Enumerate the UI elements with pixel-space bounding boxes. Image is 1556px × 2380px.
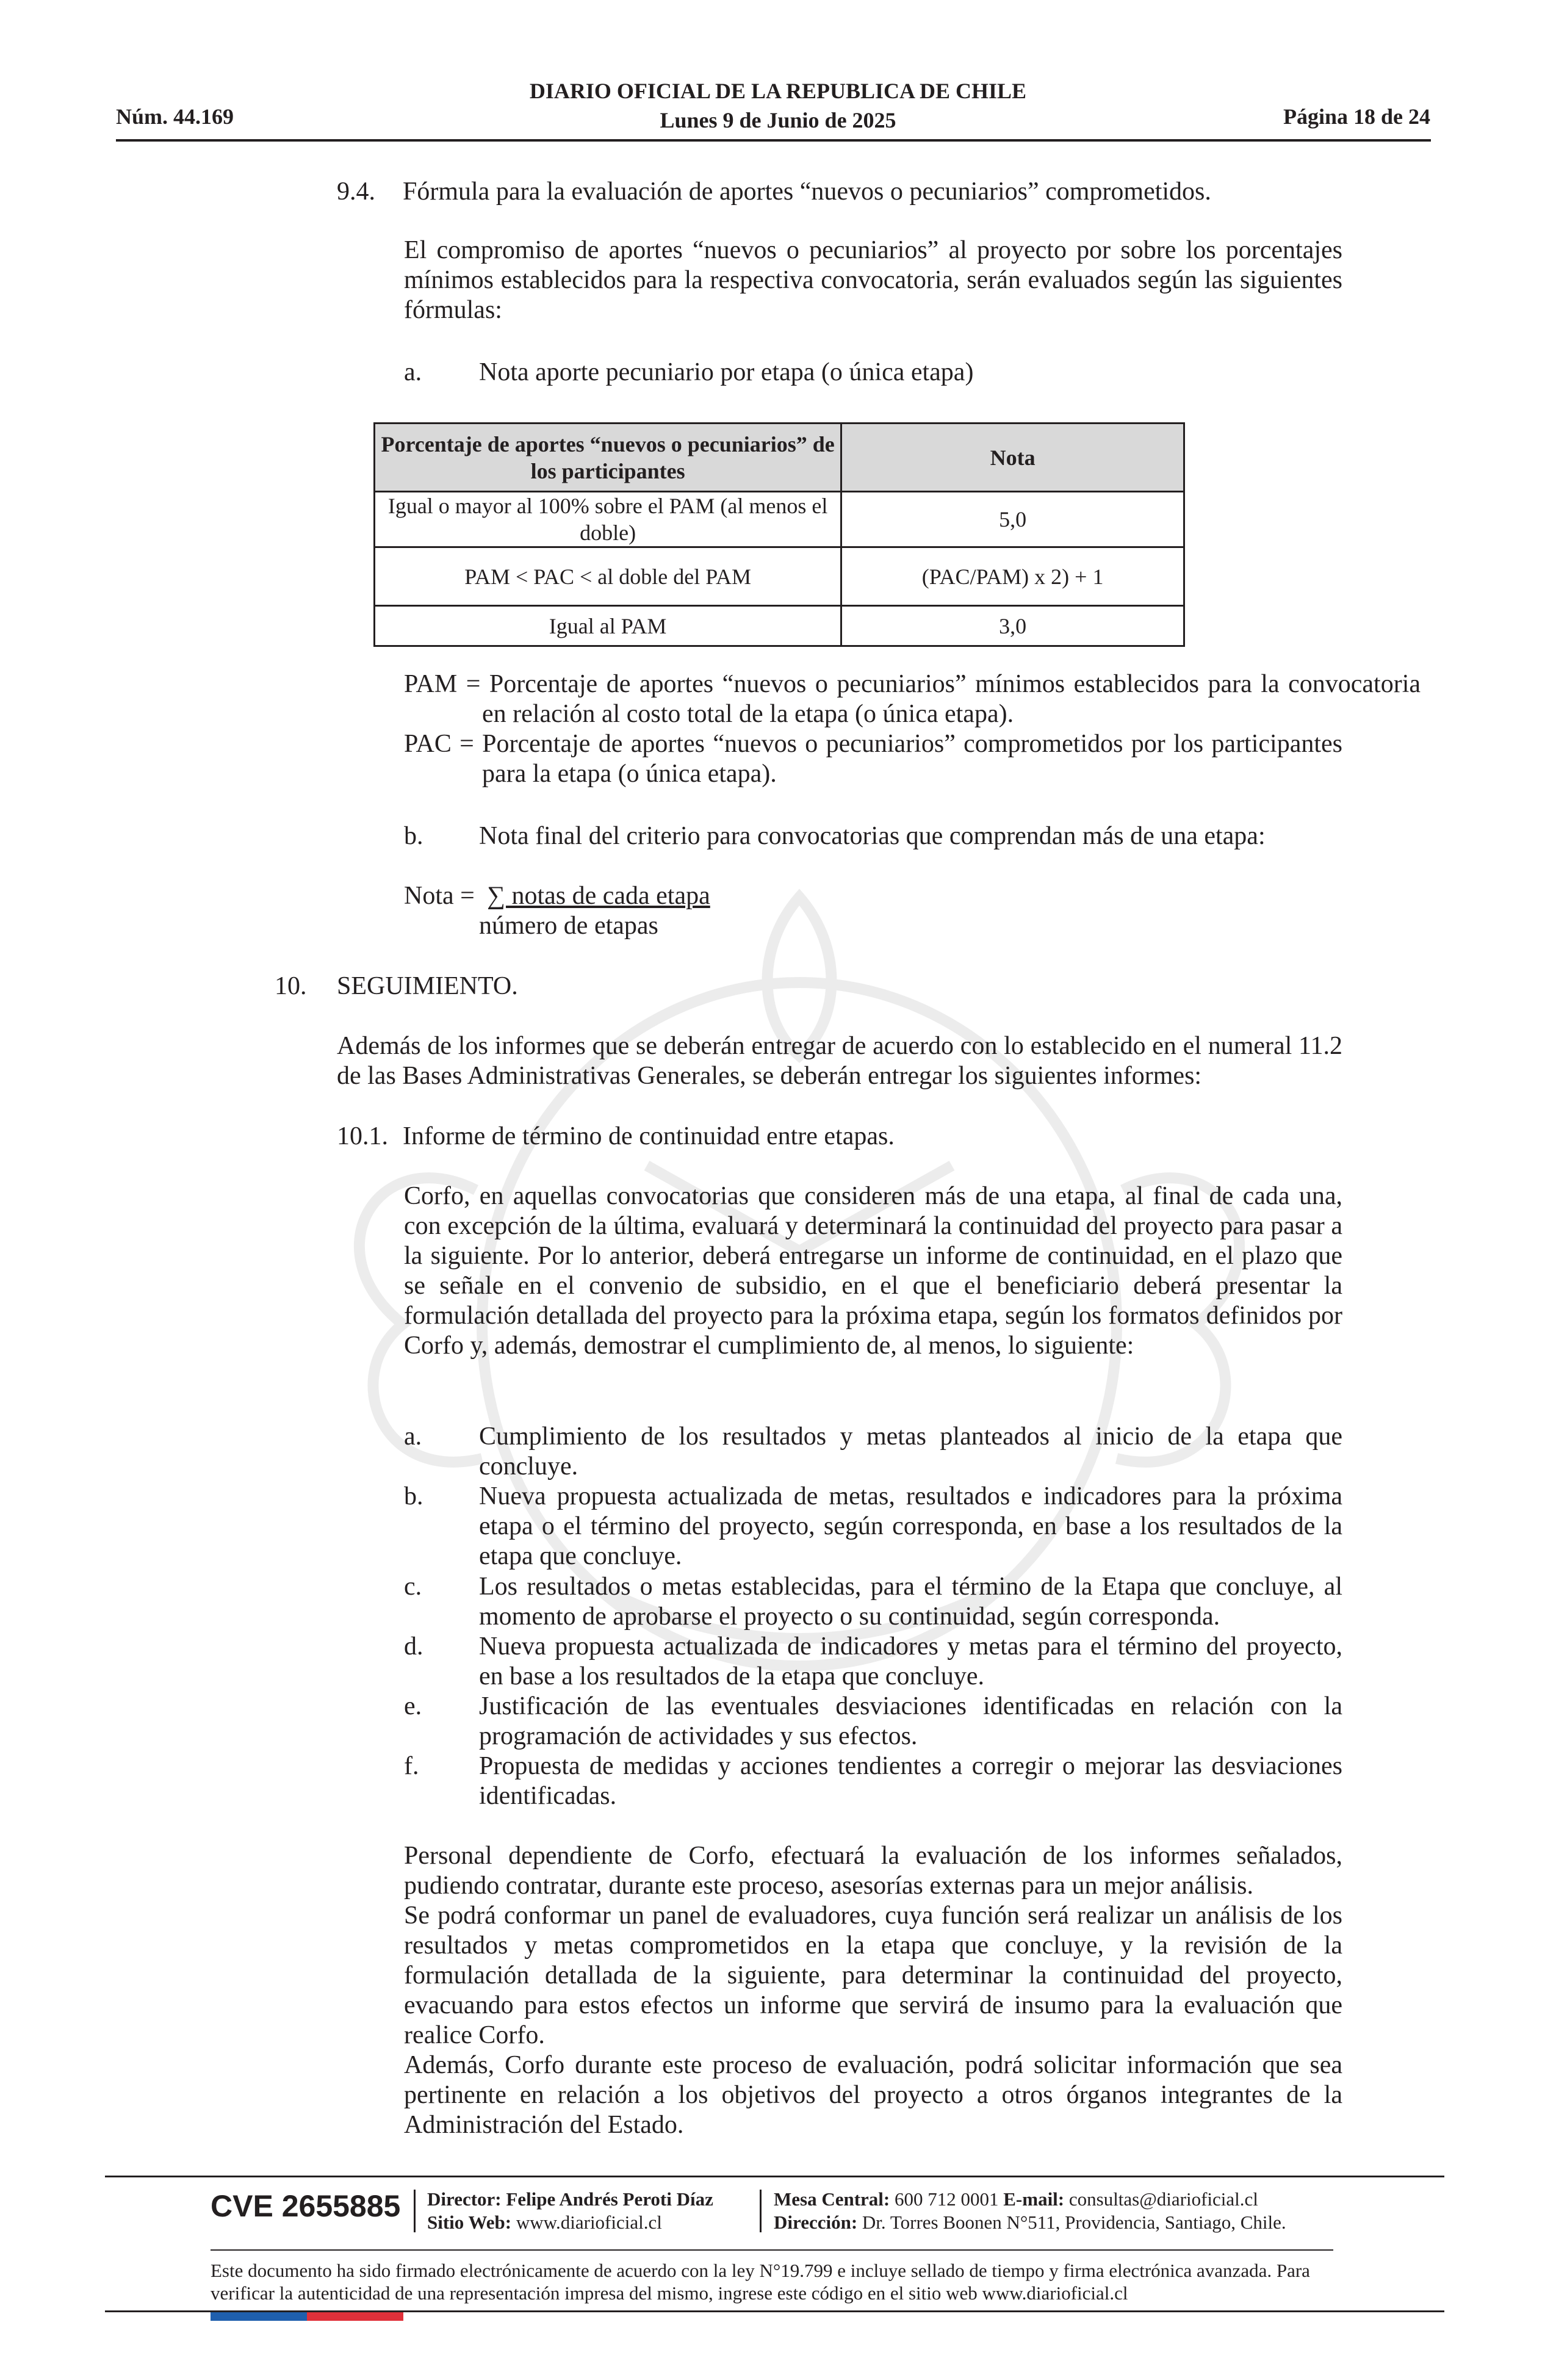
list-item-letter: b. bbox=[404, 1482, 423, 1510]
address-value: Dr. Torres Boonen N°511, Providencia, Santiago, Chile. bbox=[862, 2212, 1286, 2233]
score-table bbox=[373, 422, 1185, 647]
section-10-1-number: 10.1. bbox=[337, 1122, 388, 1150]
table-row bbox=[375, 492, 1184, 547]
table-header-condition: Porcentaje de aportes “nuevos o pecuniarios” de los participantes bbox=[375, 424, 841, 492]
list-item-letter: e. bbox=[404, 1692, 422, 1720]
director-label: Director: bbox=[427, 2188, 502, 2210]
mesa-value: 600 712 0001 bbox=[895, 2188, 999, 2210]
publication-date: Lunes 9 de Junio de 2025 bbox=[660, 108, 896, 132]
definition-pam: PAM = Porcentaje de aportes “nuevos o pecuniarios” mínimos establecidos para la convocatoria en relación al costo total de la etapa (o única etapa). bbox=[404, 670, 1421, 728]
table-cell-condition: PAM < PAC < al doble del PAM bbox=[375, 547, 841, 606]
footer-contact bbox=[774, 2188, 1258, 2211]
table-cell-score: 3,0 bbox=[841, 606, 1184, 646]
item-a-text: Nota aporte pecuniario por etapa (o única etapa) bbox=[479, 358, 974, 386]
mesa-label: Mesa Central: bbox=[774, 2188, 890, 2210]
web-label: Sitio Web: bbox=[427, 2212, 512, 2233]
section-10-number: 10. bbox=[275, 972, 307, 1000]
section-9-4-number: 9.4. bbox=[337, 178, 375, 206]
cve-code: CVE 2655885 bbox=[211, 2189, 401, 2223]
table-cell-condition: Igual al PAM bbox=[375, 606, 841, 646]
section-9-4-title: Fórmula para la evaluación de aportes “nuevos o pecuniarios” comprometidos. bbox=[403, 178, 1211, 206]
issue-number: Núm. 44.169 bbox=[116, 104, 234, 129]
list-item-letter: a. bbox=[404, 1423, 422, 1451]
footer-director bbox=[427, 2188, 713, 2211]
section-10-intro: Además de los informes que se deberán entregar de acuerdo con lo establecido en el numeral 11.2 de las Bases Administrativas Generales, se deberán entregar los siguientes informes: bbox=[337, 1032, 1342, 1090]
footer-divider-top bbox=[105, 2176, 1444, 2177]
footer-legal-note: Este documento ha sido firmado electrónicamente de acuerdo con la ley N°19.799 e incluye sellado de tiempo y firma electrónica avanzada. Para verificar la autenticidad de una representación impresa del mismo, ingrese este código en el sitio web www.diarioficial.cl bbox=[211, 2260, 1310, 2304]
footer-address bbox=[774, 2211, 1286, 2234]
item-b-text: Nota final del criterio para convocatorias que comprendan más de una etapa: bbox=[479, 822, 1266, 850]
section-10-1-body: Corfo, en aquellas convocatorias que consideren más de una etapa, al final de cada una, con excepción de la última, evaluará y determinará la continuidad del proyecto para pasar a la siguiente. Por lo anterior, deberá entregarse un informe de continuidad, en el plazo que se señale en el convenio de subsidio, en el que el beneficiario deberá presentar la formulación detallada del proyecto para la próxima etapa, según los formatos definidos por Corfo y, además, demostrar el cumplimiento de, al menos, lo siguiente: bbox=[404, 1182, 1342, 1360]
flag-stripe-red bbox=[307, 2312, 403, 2321]
section-10-1-title: Informe de término de continuidad entre etapas. bbox=[403, 1122, 895, 1150]
list-item-text: Propuesta de medidas y acciones tendientes a corregir o mejorar las desviaciones identificadas. bbox=[479, 1752, 1342, 1810]
closing-paragraph-1: Personal dependiente de Corfo, efectuará la evaluación de los informes señalados, pudiendo contratar, durante este proceso, asesorías externas para un mejor análisis. bbox=[404, 1842, 1342, 1900]
table-header-score: Nota bbox=[841, 424, 1184, 492]
closing-paragraph-2: Se podrá conformar un panel de evaluadores, cuya función será realizar un análisis de los resultados y metas comprometidos en la etapa que concluye, y la revisión de la formulación detallada de la siguiente, para determinar la continuidad del proyecto, evacuando para estos efectos un informe que servirá de insumo para la evaluación que realice Corfo. bbox=[404, 1902, 1342, 2049]
footer-web bbox=[427, 2211, 662, 2234]
formula-lhs: Nota = bbox=[404, 882, 475, 910]
table-row bbox=[375, 606, 1184, 646]
table-cell-score: (PAC/PAM) x 2) + 1 bbox=[841, 547, 1184, 606]
list-item-text: Justificación de las eventuales desviaciones identificadas en relación con la programación de actividades y sus efectos. bbox=[479, 1692, 1342, 1750]
section-9-4-intro: El compromiso de aportes “nuevos o pecuniarios” al proyecto por sobre los porcentajes mínimos establecidos para la respectiva convocatoria, serán evaluados según las siguientes fórmulas: bbox=[404, 236, 1342, 324]
address-label: Dirección: bbox=[774, 2212, 858, 2233]
email-label: E-mail: bbox=[1003, 2188, 1065, 2210]
list-item-letter: f. bbox=[404, 1752, 419, 1780]
list-item-text: Los resultados o metas establecidas, para el término de la Etapa que concluye, al momento de aprobarse el proyecto o su continuidad, según corresponda. bbox=[479, 1573, 1342, 1631]
header-divider bbox=[116, 139, 1431, 142]
item-a-letter: a. bbox=[404, 358, 422, 386]
list-item-text: Nueva propuesta actualizada de metas, resultados e indicadores para la próxima etapa o el término del proyecto, según corresponda, en base a los resultados de la etapa que concluye. bbox=[479, 1482, 1342, 1570]
web-link[interactable]: www.diarioficial.cl bbox=[516, 2212, 662, 2233]
section-10-title: SEGUIMIENTO. bbox=[337, 972, 518, 1000]
item-b-letter: b. bbox=[404, 822, 423, 850]
footer-separator bbox=[414, 2190, 416, 2232]
table-header-row bbox=[375, 424, 1184, 492]
formula-denominator: número de etapas bbox=[479, 912, 658, 940]
masthead bbox=[464, 76, 1092, 135]
definition-pac: PAC = Porcentaje de aportes “nuevos o pecuniarios” comprometidos por los participantes para la etapa (o única etapa). bbox=[404, 730, 1342, 788]
list-item-text: Nueva propuesta actualizada de indicadores y metas para el término del proyecto, en base a los resultados de la etapa que concluye. bbox=[479, 1632, 1342, 1690]
table-cell-condition: Igual o mayor al 100% sobre el PAM (al menos el doble) bbox=[375, 492, 841, 547]
flag-stripe-blue bbox=[211, 2312, 307, 2321]
table-row bbox=[375, 547, 1184, 606]
table-cell-score: 5,0 bbox=[841, 492, 1184, 547]
list-item-letter: c. bbox=[404, 1573, 422, 1601]
footer-separator bbox=[760, 2190, 762, 2232]
publication-title: DIARIO OFICIAL DE LA REPUBLICA DE CHILE bbox=[529, 79, 1027, 103]
footer-divider-middle bbox=[211, 2249, 1333, 2251]
list-item-text: Cumplimiento de los resultados y metas planteados al inicio de la etapa que concluye. bbox=[479, 1423, 1342, 1480]
closing-paragraph-3: Además, Corfo durante este proceso de evaluación, podrá solicitar información que sea pertinente en relación a los objetivos del proyecto a otros órganos integrantes de la Administración del Estado. bbox=[404, 2051, 1342, 2139]
page-indicator: Página 18 de 24 bbox=[1283, 104, 1430, 129]
formula-numerator: ∑ notas de cada etapa bbox=[487, 882, 710, 910]
email-link[interactable]: consultas@diarioficial.cl bbox=[1068, 2188, 1258, 2210]
director-name: Felipe Andrés Peroti Díaz bbox=[506, 2188, 713, 2210]
list-item-letter: d. bbox=[404, 1632, 423, 1661]
